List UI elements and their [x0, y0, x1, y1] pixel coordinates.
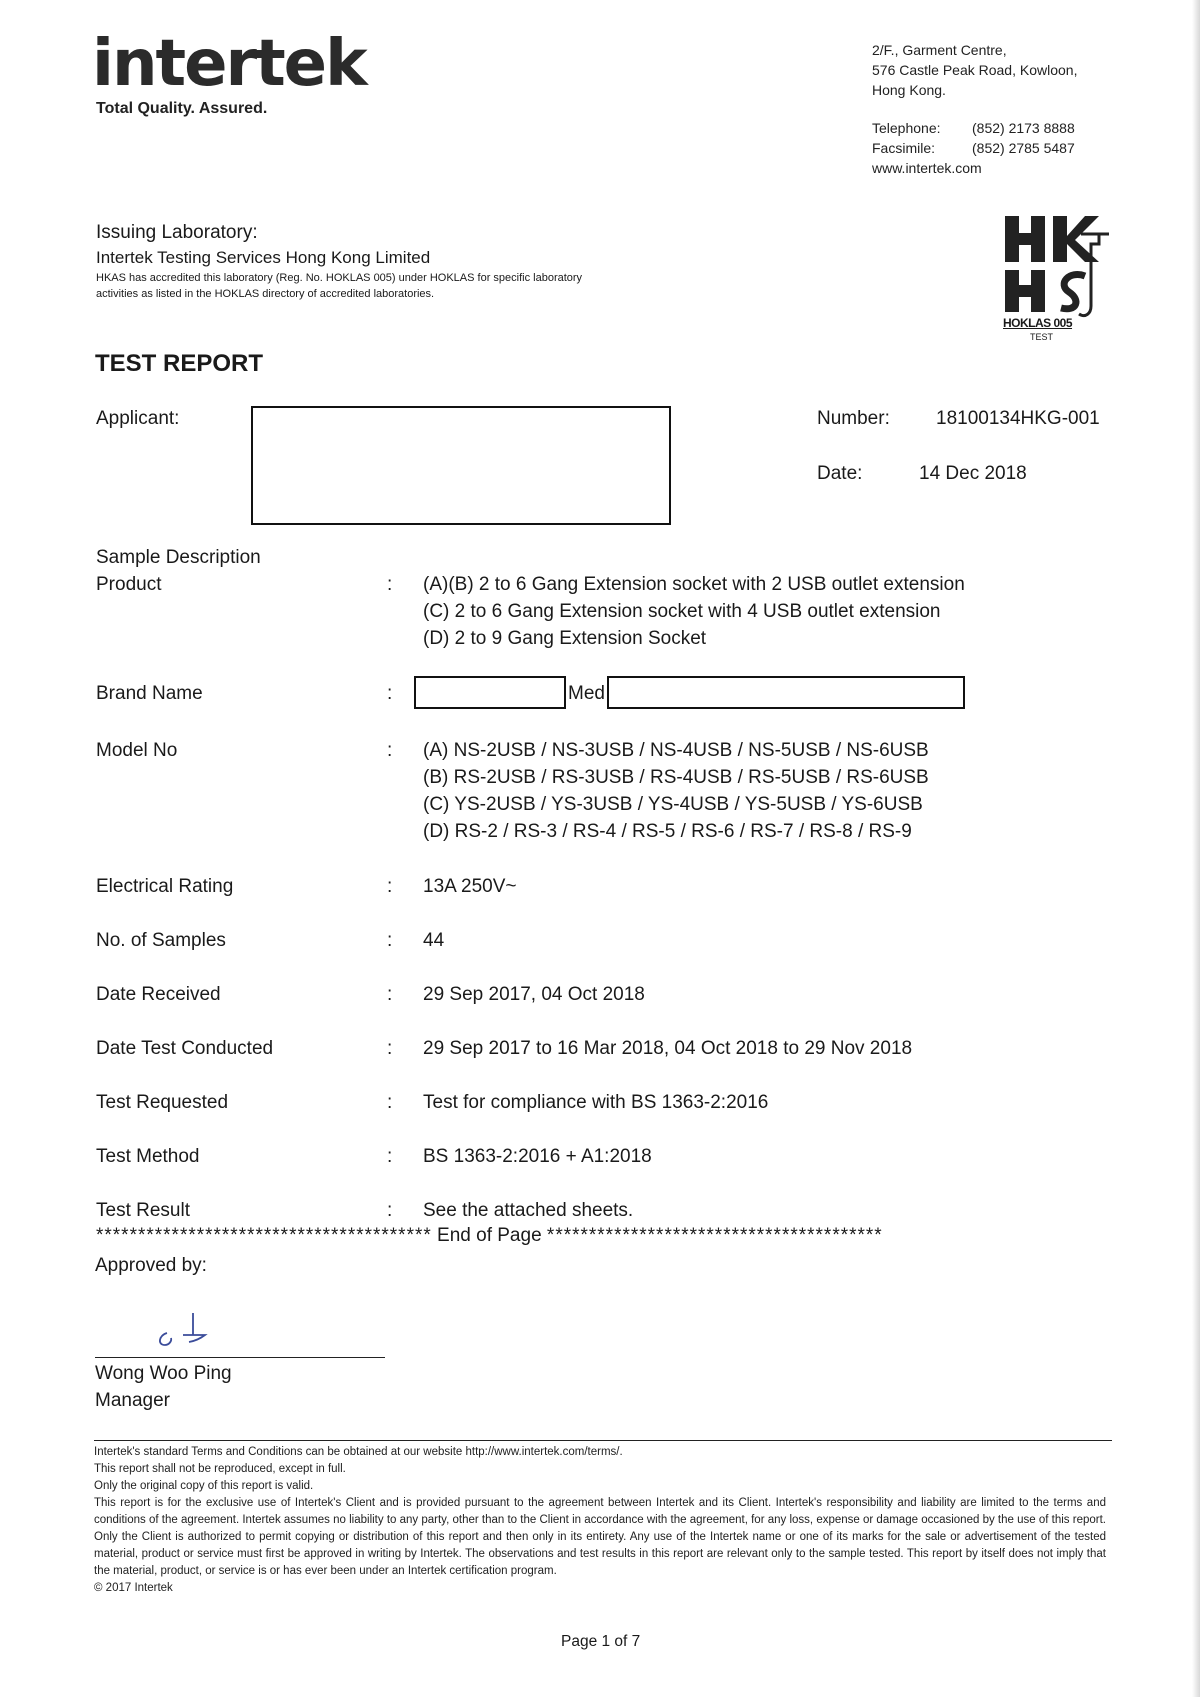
result-value: See the attached sheets.	[423, 1200, 634, 1221]
stars-right: ****************************************	[546, 1225, 883, 1246]
method-value: BS 1363-2:2016 + A1:2018	[423, 1146, 652, 1167]
product-value	[423, 571, 965, 652]
report-title: TEST REPORT	[95, 350, 264, 377]
model-label: Model No	[96, 740, 178, 761]
copyright: © 2017 Intertek	[94, 1582, 173, 1594]
method-label: Test Method	[96, 1146, 200, 1167]
facsimile-label: Facsimile:	[872, 140, 936, 156]
contact-block	[872, 118, 1075, 178]
colon: :	[387, 1038, 393, 1059]
model-line: (C) YS-2USB / YS-3USB / YS-4USB / YS-5USB / YS-6USB	[423, 794, 923, 815]
model-line: (B) RS-2USB / RS-3USB / RS-4USB / RS-5USB / RS-6USB	[423, 767, 929, 788]
model-line: (A) NS-2USB / NS-3USB / NS-4USB / NS-5USB / NS-6USB	[423, 740, 929, 761]
page-number: Page 1 of 7	[561, 1633, 641, 1650]
end-of-page-divider	[96, 1225, 1110, 1247]
requested-label: Test Requested	[96, 1092, 229, 1113]
colon: :	[387, 984, 393, 1005]
requested-value: Test for compliance with BS 1363-2:2016	[423, 1092, 769, 1113]
colon: :	[387, 683, 393, 704]
product-label: Product	[96, 574, 162, 595]
address-line: 2/F., Garment Centre,	[872, 42, 1007, 58]
approver-title: Manager	[95, 1390, 170, 1411]
brand-visible-text: Med	[568, 683, 605, 704]
product-line: (C) 2 to 6 Gang Extension socket with 4 USB outlet extension	[423, 601, 941, 622]
issuing-lab-name: Intertek Testing Services Hong Kong Limited	[96, 248, 431, 267]
website-link[interactable]: www.intertek.com	[872, 160, 982, 176]
end-of-page-text: End of Page	[437, 1225, 542, 1246]
telephone-label: Telephone:	[872, 120, 941, 136]
colon: :	[387, 1146, 393, 1167]
telephone-value: (852) 2173 8888	[972, 120, 1075, 136]
colon: :	[387, 574, 393, 595]
approved-by-label: Approved by:	[95, 1255, 207, 1276]
terms-line: Only the original copy of this report is valid.	[94, 1480, 314, 1492]
footer-terms	[94, 1444, 1106, 1597]
lab-address	[872, 40, 1077, 100]
colon: :	[387, 876, 393, 897]
terms-paragraph: This report is for the exclusive use of Intertek's Client and is provided pursuant to the agreement between Intertek and its Client. Intertek's responsibility and liability are limited to the terms and conditions of the agreement. Intertek assumes no liability to any party, other than to the Client in accordance with the agreement, for any loss, expense or damage occasioned by the use of this report. Only the Client is authorized to permit copying or distribution of this report and then only in its entirety. Any use of the Intertek name or one of its marks for the sale or advertisement of the tested material, product or service must first be approved in writing by Intertek. The observations and test results in this report are relevant only to the sample tested. This report by itself does not imply that the material, product, or service is or has ever been under an Intertek certification program.	[94, 1497, 1106, 1577]
conducted-label: Date Test Conducted	[96, 1038, 274, 1059]
report-number-label: Number:	[817, 408, 890, 429]
model-line: (D) RS-2 / RS-3 / RS-4 / RS-5 / RS-6 / RS-7 / RS-8 / RS-9	[423, 821, 912, 842]
received-value: 29 Sep 2017, 04 Oct 2018	[423, 984, 645, 1005]
terms-line: Intertek's standard Terms and Conditions can be obtained at our website http://www.intertek.com/terms/.	[94, 1446, 623, 1458]
signature-icon	[145, 1305, 245, 1355]
rating-value: 13A 250V~	[423, 876, 517, 897]
scan-edge	[1192, 0, 1200, 1697]
logo-tagline: Total Quality. Assured.	[96, 100, 268, 117]
applicant-redacted-box	[251, 406, 671, 525]
colon: :	[387, 1200, 393, 1221]
conducted-value: 29 Sep 2017 to 16 Mar 2018, 04 Oct 2018 to 29 Nov 2018	[423, 1038, 913, 1059]
hoklas-sub: TEST	[1030, 332, 1054, 342]
colon: :	[387, 1092, 393, 1113]
issuing-lab-title: Issuing Laboratory:	[96, 222, 258, 243]
hoklas-code: HOKLAS 005	[1003, 316, 1073, 330]
result-label: Test Result	[96, 1200, 190, 1221]
applicant-label: Applicant:	[96, 408, 180, 429]
colon: :	[387, 740, 393, 761]
report-date: 14 Dec 2018	[919, 463, 1027, 484]
brand-label: Brand Name	[96, 683, 203, 704]
address-line: Hong Kong.	[872, 82, 946, 98]
product-line: (A)(B) 2 to 6 Gang Extension socket with 2 USB outlet extension	[423, 574, 965, 595]
brand-redacted-box	[414, 676, 566, 709]
sample-description-label: Sample Description	[96, 547, 261, 568]
product-line: (D) 2 to 9 Gang Extension Socket	[423, 628, 707, 649]
samples-value: 44	[423, 930, 445, 951]
address-line: 576 Castle Peak Road, Kowloon,	[872, 62, 1078, 78]
accreditation-note: HKAS has accredited this laboratory (Reg. No. HOKLAS 005) under HOKLAS for specific laboratory activities as listed in the HOKLAS directory of accredited laboratories.	[96, 272, 583, 300]
model-value	[423, 737, 929, 845]
report-date-label: Date:	[817, 463, 863, 484]
brand-redacted-box	[607, 676, 965, 709]
report-number: 18100134HKG-001	[936, 408, 1100, 429]
colon: :	[387, 930, 393, 951]
signature-line	[95, 1357, 385, 1358]
received-label: Date Received	[96, 984, 221, 1005]
rating-label: Electrical Rating	[96, 876, 234, 897]
intertek-logo: intertek	[92, 27, 366, 101]
stars-left: ****************************************	[96, 1225, 432, 1246]
terms-line: This report shall not be reproduced, except in full.	[94, 1463, 346, 1475]
facsimile-value: (852) 2785 5487	[972, 140, 1075, 156]
approver-name: Wong Woo Ping	[95, 1363, 232, 1384]
footer-divider	[94, 1440, 1112, 1441]
samples-label: No. of Samples	[96, 930, 226, 951]
